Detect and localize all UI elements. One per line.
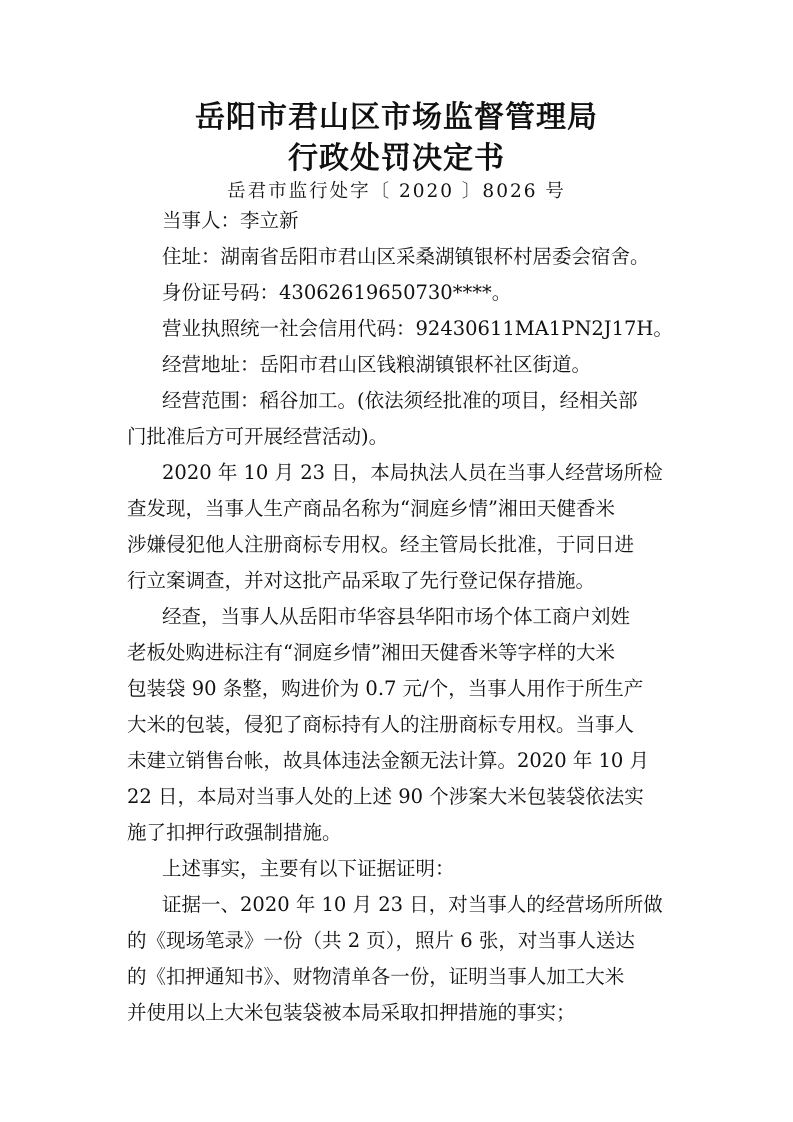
evidence-line: 的《现场笔录》一份（共 2 页），照片 6 张，对当事人送达 (127, 929, 635, 952)
evidence-line: 的《扣押通知书》、财物清单各一份，证明当事人加工大米 (127, 965, 625, 988)
paragraph-line: 大米的包装，侵犯了商标持有人的注册商标专用权。当事人 (127, 713, 635, 736)
business-scope-line: 门批准后方可开展经营活动)。 (127, 425, 389, 448)
evidence-intro-line: 上述事实，主要有以下证据证明： (162, 857, 455, 880)
paragraph-line: 老板处购进标注有“洞庭乡情”湘田天健香米等字样的大米 (127, 641, 615, 664)
paragraph-line: 施了扣押行政强制措施。 (127, 821, 342, 844)
paragraph-line: 2020 年 10 月 23 日，本局执法人员在当事人经营场所检 (162, 461, 663, 484)
paragraph-line: 涉嫌侵犯他人注册商标专用权。经主管局长批准，于同日进 (127, 533, 635, 556)
business-scope-line: 经营范围：稻谷加工。(依法须经批准的项目，经相关部 (162, 389, 638, 412)
business-address-line: 经营地址：岳阳市君山区钱粮湖镇银杯社区街道。 (162, 353, 592, 376)
document-title-type: 行政处罚决定书 (288, 141, 505, 176)
document-title-agency: 岳阳市君山区市场监督管理局 (195, 100, 598, 135)
id-number-line: 身份证号码：43062619650730****。 (162, 281, 512, 304)
paragraph-line: 未建立销售台帐，故具体违法金额无法计算。2020 年 10 月 (127, 749, 650, 772)
address-line: 住址：湖南省岳阳市君山区采桑湖镇银杯村居委会宿舍。 (162, 245, 650, 268)
document-number: 岳君市监行处字〔 2020 〕8026 号 (227, 181, 566, 202)
paragraph-line: 包装袋 90 条整，购进价为 0.7 元/个，当事人用作于所生产 (127, 677, 644, 700)
paragraph-line: 行立案调查，并对这批产品采取了先行登记保存措施。 (127, 569, 596, 592)
paragraph-line: 经查，当事人从岳阳市华容县华阳市场个体工商户刘姓 (162, 605, 631, 628)
paragraph-line: 22 日，本局对当事人处的上述 90 个涉案大米包装袋依法实 (127, 785, 644, 808)
party-name-line: 当事人：李立新 (162, 209, 299, 232)
evidence-line: 并使用以上大米包装袋被本局采取扣押措施的事实； (127, 1001, 576, 1024)
credit-code-line: 营业执照统一社会信用代码：92430611MA1PN2J17H。 (162, 317, 673, 340)
paragraph-line: 查发现，当事人生产商品名称为“洞庭乡情”湘田天健香米 (127, 497, 615, 520)
evidence-line: 证据一、2020 年 10 月 23 日，对当事人的经营场所所做 (162, 893, 663, 916)
